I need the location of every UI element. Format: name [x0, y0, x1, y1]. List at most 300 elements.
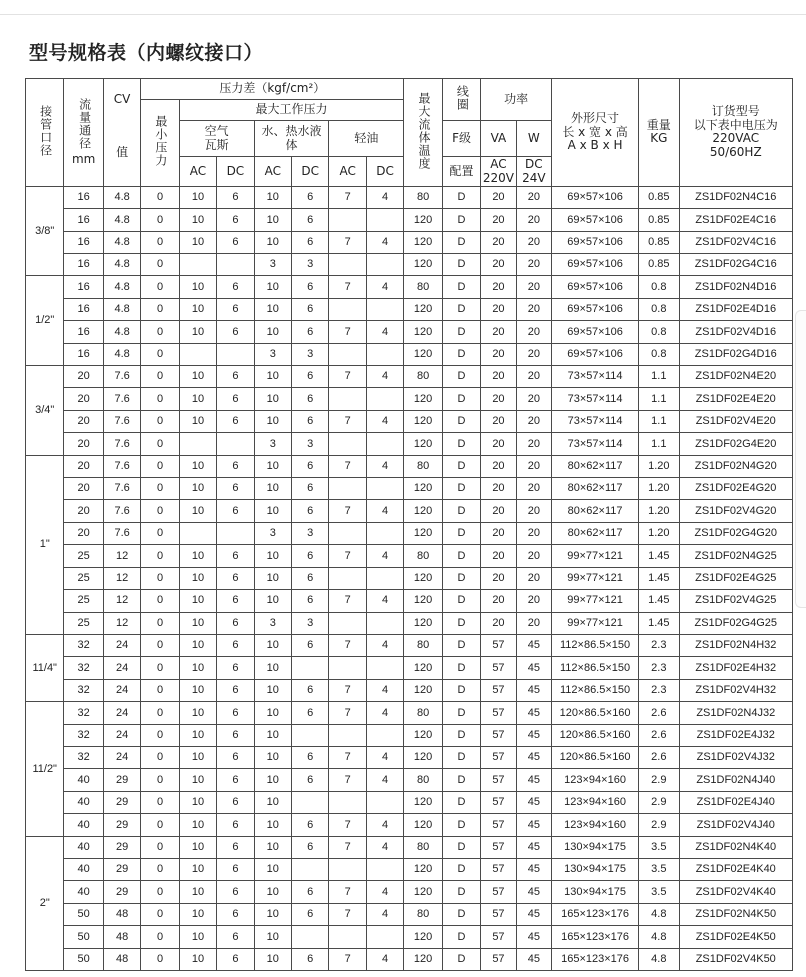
table-cell: 6: [292, 881, 329, 903]
table-cell: 10: [254, 702, 291, 724]
table-cell: ZS1DF02V4E20: [679, 410, 792, 432]
table-cell: 57: [481, 948, 516, 970]
table-cell: D: [442, 231, 480, 253]
table-cell: ZS1DF02V4C16: [679, 231, 792, 253]
table-cell: 73×57×114: [552, 388, 639, 410]
table-cell: 10: [254, 455, 291, 477]
table-cell: D: [442, 478, 480, 500]
table-cell: 20: [64, 455, 103, 477]
table-cell: 4.8: [103, 343, 140, 365]
table-cell: 57: [481, 836, 516, 858]
table-cell: 20: [481, 321, 516, 343]
table-cell: 20: [516, 522, 551, 544]
table-cell: 120: [404, 321, 442, 343]
table-cell: 10: [254, 388, 291, 410]
table-cell: 7.6: [103, 410, 140, 432]
table-cell: 6: [217, 388, 254, 410]
table-cell: 80×62×117: [552, 455, 639, 477]
table-cell: 6: [292, 366, 329, 388]
table-cell: 6: [292, 590, 329, 612]
table-cell: [366, 388, 404, 410]
table-cell: 10: [179, 209, 216, 231]
table-cell: 20: [481, 410, 516, 432]
header-coil: 线圈: [442, 79, 480, 121]
table-cell: 6: [217, 590, 254, 612]
table-cell: 10: [254, 858, 291, 880]
table-cell: 6: [217, 836, 254, 858]
table-cell: 45: [516, 926, 551, 948]
table-cell: 6: [217, 478, 254, 500]
table-cell: 7: [329, 410, 366, 432]
table-cell: 120: [404, 254, 442, 276]
table-cell: ZS1DF02E4G25: [679, 567, 792, 589]
table-cell: 20: [64, 388, 103, 410]
table-cell: 20: [516, 455, 551, 477]
table-cell: 0: [141, 657, 179, 679]
table-cell: 10: [179, 567, 216, 589]
table-cell: 0: [141, 791, 179, 813]
header-air: 空气瓦斯: [179, 121, 254, 157]
table-cell: 120: [404, 612, 442, 634]
table-cell: ZS1DF02E4E20: [679, 388, 792, 410]
table-cell: D: [442, 926, 480, 948]
table-cell: 120: [404, 478, 442, 500]
table-cell: [179, 522, 216, 544]
table-cell: 3: [254, 433, 291, 455]
table-cell: 20: [516, 298, 551, 320]
table-cell: 2.6: [639, 724, 679, 746]
table-cell: 10: [179, 321, 216, 343]
table-cell: 4.8: [103, 298, 140, 320]
table-cell: ZS1DF02G4E20: [679, 433, 792, 455]
table-cell: 165×123×176: [552, 903, 639, 925]
table-cell: 20: [516, 388, 551, 410]
table-cell: [366, 298, 404, 320]
table-cell: ZS1DF02V4J40: [679, 814, 792, 836]
table-cell: 6: [292, 769, 329, 791]
table-cell: 16: [64, 276, 103, 298]
table-cell: 10: [179, 903, 216, 925]
table-cell: 120: [404, 343, 442, 365]
table-cell: 57: [481, 724, 516, 746]
table-cell: 4: [366, 814, 404, 836]
header-oil: 轻油: [329, 121, 404, 157]
table-cell: ZS1DF02E4K50: [679, 926, 792, 948]
table-cell: 6: [217, 702, 254, 724]
table-cell: 20: [516, 366, 551, 388]
table-cell: ZS1DF02V4K50: [679, 948, 792, 970]
table-cell: 6: [292, 702, 329, 724]
port-size-cell: 11/4": [26, 634, 64, 701]
table-row: [26, 545, 793, 567]
table-cell: 99×77×121: [552, 590, 639, 612]
table-cell: 25: [64, 612, 103, 634]
table-cell: 57: [481, 746, 516, 768]
table-cell: 24: [103, 702, 140, 724]
table-cell: [366, 657, 404, 679]
table-cell: 10: [179, 657, 216, 679]
table-cell: 6: [292, 231, 329, 253]
table-cell: 0.8: [639, 343, 679, 365]
table-row: [26, 724, 793, 746]
table-cell: D: [442, 545, 480, 567]
table-cell: [329, 522, 366, 544]
table-cell: 1.1: [639, 388, 679, 410]
table-cell: 10: [254, 814, 291, 836]
top-divider: [0, 14, 806, 15]
table-cell: 20: [481, 545, 516, 567]
table-cell: 120: [404, 858, 442, 880]
table-cell: 32: [64, 724, 103, 746]
table-row: [26, 366, 793, 388]
table-cell: 4: [366, 836, 404, 858]
table-cell: 10: [179, 500, 216, 522]
table-row: [26, 791, 793, 813]
table-cell: 4: [366, 903, 404, 925]
table-cell: 0: [141, 926, 179, 948]
table-row: [26, 209, 793, 231]
table-cell: 10: [254, 209, 291, 231]
table-cell: 45: [516, 634, 551, 656]
table-cell: 80: [404, 276, 442, 298]
header-cv: CV: [103, 79, 140, 121]
table-cell: [329, 388, 366, 410]
table-cell: 10: [254, 298, 291, 320]
table-cell: 0.8: [639, 321, 679, 343]
table-cell: ZS1DF02V4G25: [679, 590, 792, 612]
table-cell: 24: [103, 724, 140, 746]
table-cell: 12: [103, 612, 140, 634]
table-row: [26, 948, 793, 970]
table-cell: ZS1DF02V4J32: [679, 746, 792, 768]
table-cell: 6: [292, 746, 329, 768]
table-cell: 10: [179, 746, 216, 768]
table-cell: D: [442, 433, 480, 455]
table-cell: 20: [481, 343, 516, 365]
table-cell: D: [442, 679, 480, 701]
table-cell: 120: [404, 746, 442, 768]
table-cell: 7: [329, 590, 366, 612]
table-cell: 130×94×175: [552, 836, 639, 858]
table-cell: 7: [329, 679, 366, 701]
table-cell: [366, 567, 404, 589]
table-cell: [329, 209, 366, 231]
table-cell: 120: [404, 679, 442, 701]
table-cell: ZS1DF02G4D16: [679, 343, 792, 365]
table-row: [26, 567, 793, 589]
header-max-work: 最大工作压力: [179, 100, 404, 121]
table-cell: 7: [329, 186, 366, 208]
table-cell: 20: [481, 388, 516, 410]
table-cell: 112×86.5×150: [552, 634, 639, 656]
table-cell: 6: [217, 948, 254, 970]
table-cell: 20: [516, 545, 551, 567]
table-cell: 4.8: [103, 254, 140, 276]
header-va: VA: [481, 121, 516, 157]
table-cell: 99×77×121: [552, 612, 639, 634]
header-weight: 重量 KG: [639, 79, 679, 187]
table-cell: 6: [292, 903, 329, 925]
table-cell: 1.1: [639, 366, 679, 388]
table-cell: 50: [64, 948, 103, 970]
table-cell: 6: [217, 186, 254, 208]
table-cell: 2.9: [639, 769, 679, 791]
table-cell: 2.6: [639, 746, 679, 768]
header-air-dc: DC: [217, 157, 254, 187]
table-row: [26, 926, 793, 948]
table-cell: 69×57×106: [552, 298, 639, 320]
table-row: [26, 858, 793, 880]
table-cell: D: [442, 567, 480, 589]
table-cell: 45: [516, 702, 551, 724]
table-cell: 20: [516, 254, 551, 276]
table-cell: 3: [292, 522, 329, 544]
table-cell: 20: [481, 567, 516, 589]
table-cell: 4: [366, 321, 404, 343]
table-cell: 6: [292, 500, 329, 522]
table-cell: [366, 343, 404, 365]
table-cell: 2.3: [639, 634, 679, 656]
table-cell: 32: [64, 702, 103, 724]
table-cell: 6: [217, 746, 254, 768]
port-size-cell: 3/8": [26, 186, 64, 276]
table-cell: 0: [141, 410, 179, 432]
table-cell: 20: [516, 231, 551, 253]
table-cell: 80×62×117: [552, 478, 639, 500]
table-cell: 20: [64, 500, 103, 522]
table-cell: 6: [217, 903, 254, 925]
table-cell: [329, 478, 366, 500]
port-size-cell: 3/4": [26, 366, 64, 456]
table-cell: [366, 858, 404, 880]
table-cell: 120×86.5×160: [552, 746, 639, 768]
table-cell: 69×57×106: [552, 276, 639, 298]
table-cell: 120: [404, 433, 442, 455]
table-cell: 10: [179, 298, 216, 320]
table-cell: 3: [254, 254, 291, 276]
table-cell: 10: [179, 791, 216, 813]
table-cell: [329, 433, 366, 455]
table-cell: 10: [254, 836, 291, 858]
header-max-temp: 最大流体温度: [404, 79, 442, 187]
table-cell: D: [442, 522, 480, 544]
table-cell: 20: [64, 478, 103, 500]
table-cell: 120: [404, 926, 442, 948]
table-cell: 120: [404, 231, 442, 253]
table-cell: 1.20: [639, 455, 679, 477]
table-cell: 20: [481, 455, 516, 477]
table-cell: 10: [179, 186, 216, 208]
table-cell: 10: [254, 276, 291, 298]
table-cell: 7.6: [103, 478, 140, 500]
side-scroll-tab[interactable]: [795, 310, 806, 608]
table-cell: [329, 254, 366, 276]
table-row: [26, 410, 793, 432]
table-cell: 0: [141, 836, 179, 858]
table-cell: 0: [141, 679, 179, 701]
header-oil-dc: DC: [366, 157, 404, 187]
table-row: [26, 903, 793, 925]
table-cell: 80: [404, 366, 442, 388]
table-cell: 10: [179, 814, 216, 836]
table-row: [26, 590, 793, 612]
table-cell: 3: [254, 522, 291, 544]
header-dims: 外形尺寸 长 x 宽 x 高 A x B x H: [552, 79, 639, 187]
header-water-ac: AC: [254, 157, 291, 187]
table-cell: 4.8: [103, 186, 140, 208]
table-cell: 7.6: [103, 455, 140, 477]
table-cell: 120: [404, 298, 442, 320]
table-cell: 3: [254, 343, 291, 365]
table-cell: 7.6: [103, 500, 140, 522]
table-cell: 20: [64, 433, 103, 455]
table-cell: 4.8: [639, 903, 679, 925]
table-cell: 6: [292, 298, 329, 320]
table-cell: 0.85: [639, 254, 679, 276]
table-cell: D: [442, 791, 480, 813]
table-cell: 1.20: [639, 522, 679, 544]
table-cell: 0: [141, 522, 179, 544]
table-cell: 16: [64, 254, 103, 276]
table-cell: 99×77×121: [552, 545, 639, 567]
table-cell: 4: [366, 769, 404, 791]
table-cell: 130×94×175: [552, 881, 639, 903]
table-cell: 0: [141, 612, 179, 634]
table-cell: 4: [366, 679, 404, 701]
table-cell: 57: [481, 702, 516, 724]
table-cell: D: [442, 343, 480, 365]
table-row: [26, 231, 793, 253]
table-cell: 0: [141, 455, 179, 477]
table-cell: 6: [217, 634, 254, 656]
table-cell: 1.45: [639, 590, 679, 612]
table-cell: 6: [217, 410, 254, 432]
table-cell: 4: [366, 455, 404, 477]
table-cell: 10: [179, 612, 216, 634]
table-cell: 7: [329, 634, 366, 656]
table-cell: 25: [64, 567, 103, 589]
table-row: [26, 254, 793, 276]
table-cell: 4: [366, 634, 404, 656]
table-cell: 112×86.5×150: [552, 679, 639, 701]
table-cell: 4: [366, 545, 404, 567]
table-cell: 7: [329, 881, 366, 903]
table-cell: 6: [217, 209, 254, 231]
table-cell: 7: [329, 702, 366, 724]
table-cell: 80: [404, 545, 442, 567]
table-row: [26, 702, 793, 724]
table-cell: ZS1DF02V4D16: [679, 321, 792, 343]
table-cell: 16: [64, 231, 103, 253]
table-cell: 0: [141, 881, 179, 903]
table-cell: 57: [481, 791, 516, 813]
table-cell: 7: [329, 836, 366, 858]
table-cell: 4.8: [103, 276, 140, 298]
table-cell: [292, 858, 329, 880]
table-cell: [179, 343, 216, 365]
table-cell: 45: [516, 836, 551, 858]
table-cell: 10: [254, 679, 291, 701]
table-cell: 0.85: [639, 231, 679, 253]
table-cell: 4.8: [103, 231, 140, 253]
table-cell: 12: [103, 590, 140, 612]
header-power: 功率: [481, 79, 552, 121]
table-cell: 7: [329, 545, 366, 567]
table-cell: [329, 298, 366, 320]
table-cell: 25: [64, 590, 103, 612]
table-cell: 73×57×114: [552, 433, 639, 455]
table-cell: 0: [141, 388, 179, 410]
table-cell: 0: [141, 231, 179, 253]
table-cell: 10: [179, 724, 216, 746]
table-cell: 48: [103, 926, 140, 948]
table-cell: 120: [404, 724, 442, 746]
table-cell: 6: [217, 612, 254, 634]
table-cell: 1.20: [639, 478, 679, 500]
table-cell: 29: [103, 814, 140, 836]
table-cell: 20: [64, 410, 103, 432]
table-cell: ZS1DF02E4H32: [679, 657, 792, 679]
table-cell: [366, 522, 404, 544]
table-cell: ZS1DF02V4G20: [679, 500, 792, 522]
table-cell: 10: [179, 926, 216, 948]
table-cell: 20: [481, 478, 516, 500]
table-cell: 10: [179, 455, 216, 477]
table-cell: 20: [481, 298, 516, 320]
table-cell: D: [442, 455, 480, 477]
table-cell: 120: [404, 791, 442, 813]
table-cell: 0: [141, 433, 179, 455]
table-cell: 10: [254, 410, 291, 432]
table-cell: 4.8: [103, 321, 140, 343]
table-cell: 0: [141, 254, 179, 276]
table-row: [26, 769, 793, 791]
table-cell: D: [442, 702, 480, 724]
table-cell: 80: [404, 769, 442, 791]
table-row: [26, 276, 793, 298]
table-cell: 10: [179, 948, 216, 970]
table-cell: 6: [292, 388, 329, 410]
table-cell: 0: [141, 590, 179, 612]
header-oil-ac: AC: [329, 157, 366, 187]
table-cell: 7: [329, 814, 366, 836]
table-cell: 40: [64, 791, 103, 813]
table-cell: 4.8: [639, 926, 679, 948]
table-cell: 4: [366, 881, 404, 903]
table-cell: D: [442, 836, 480, 858]
table-cell: 2.9: [639, 814, 679, 836]
table-cell: 20: [516, 590, 551, 612]
table-cell: [329, 343, 366, 365]
table-cell: 40: [64, 881, 103, 903]
table-cell: 0: [141, 746, 179, 768]
table-cell: 7: [329, 948, 366, 970]
table-cell: 10: [179, 478, 216, 500]
table-cell: 20: [481, 366, 516, 388]
table-cell: 4: [366, 366, 404, 388]
table-cell: 6: [292, 321, 329, 343]
table-cell: D: [442, 321, 480, 343]
table-cell: 24: [103, 679, 140, 701]
table-cell: 24: [103, 634, 140, 656]
table-cell: 40: [64, 769, 103, 791]
table-cell: 45: [516, 769, 551, 791]
table-cell: 0: [141, 567, 179, 589]
table-cell: 120: [404, 881, 442, 903]
table-cell: 7: [329, 769, 366, 791]
table-cell: 20: [481, 231, 516, 253]
table-cell: 0: [141, 276, 179, 298]
